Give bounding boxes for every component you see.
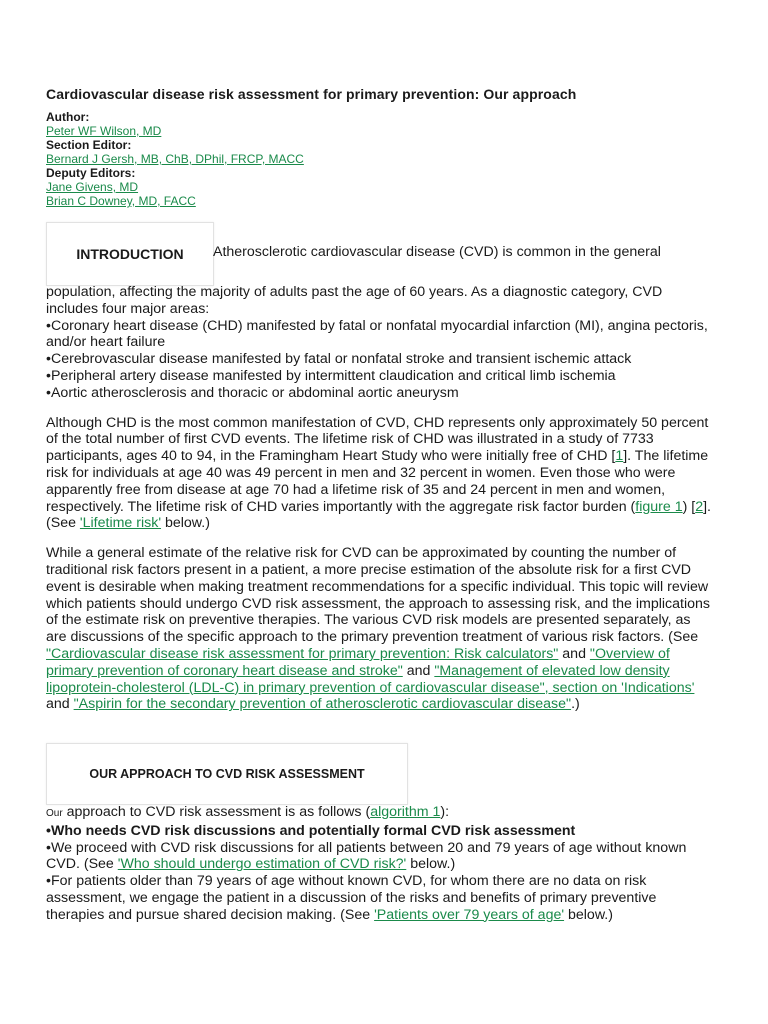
risk-calculators-link[interactable]: "Cardiovascular disease risk assessment for primary prevention: Risk calculators" — [46, 645, 559, 662]
approach-heading: OUR APPROACH TO CVD RISK ASSESSMENT — [46, 743, 408, 805]
primary-prevention-link[interactable]: "Overview of primary prevention of coronary heart disease and stroke" — [46, 645, 670, 679]
author-link[interactable]: Peter WF Wilson, MD — [46, 124, 162, 138]
list-item: •Cerebrovascular disease manifested by fatal or nonfatal stroke and transient ischemic attack — [46, 351, 632, 368]
list-item: •Aortic atherosclerosis and thoracic or abdominal aortic aneurysm — [46, 384, 459, 401]
bold-bullet: •Who needs CVD risk discussions and potentially formal CVD risk assessment — [46, 822, 576, 839]
list-item: •Coronary heart disease (CHD) manifested by fatal or nonfatal myocardial infarction (MI), angina pectoris, and/or heart failure — [46, 317, 708, 351]
who-should-undergo-link[interactable]: 'Who should undergo estimation of CVD risk?' — [117, 856, 407, 873]
text: and — [46, 696, 74, 713]
list-item: •Peripheral artery disease manifested by intermittent claudication and critical limb ischemia — [46, 367, 616, 384]
section-editor-link[interactable]: Bernard J Gersh, MB, ChB, DPhil, FRCP, MACC — [46, 152, 304, 166]
lifetime-risk-link[interactable]: 'Lifetime risk' — [79, 515, 162, 532]
text: approach to CVD risk assessment is as follows ( — [62, 804, 371, 820]
approach-section — [46, 804, 714, 924]
intro-paragraph: population, affecting the majority of adults past the age of 60 years. As a diagnostic category, CVD includes four major areas: — [46, 284, 663, 317]
text: •We proceed with CVD risk discussions for all patients between 20 and 79 years of age without known CVD. (See — [46, 839, 687, 873]
introduction-heading: INTRODUCTION — [46, 222, 214, 286]
lifetime-risk-paragraph — [46, 415, 714, 533]
intro-first-line: Atherosclerotic cardiovascular disease (CVD) is common in the general — [213, 244, 661, 260]
text: ) [ — [682, 498, 696, 515]
aspirin-link[interactable]: "Aspirin for the secondary prevention of atherosclerotic cardiovascular disease" — [73, 696, 572, 713]
intro-section — [46, 284, 714, 713]
text: Our — [46, 808, 63, 819]
page-title: Cardiovascular disease risk assessment for primary prevention: Our approach — [46, 86, 577, 102]
deputy-editor-link[interactable]: Brian C Downey, MD, FACC — [46, 194, 196, 208]
ldl-management-link[interactable]: "Management of elevated low density lipoprotein-cholesterol (LDL-C) in primary prevention of cardiovascular disease", section on 'Indications' — [46, 662, 695, 696]
text: below.) — [406, 856, 456, 873]
text: and — [558, 645, 590, 662]
patients-over-79-link[interactable]: 'Patients over 79 years of age' — [374, 906, 565, 923]
author-block — [46, 110, 546, 208]
list-item — [46, 873, 714, 923]
text: ): — [440, 804, 450, 820]
algorithm-link[interactable]: algorithm 1 — [370, 804, 441, 820]
text: below.) — [564, 906, 613, 923]
reference-link[interactable]: 1 — [615, 448, 624, 465]
list-item — [46, 840, 714, 874]
text: below.) — [161, 515, 210, 532]
text: •For patients older than 79 years of age without known CVD, for whom there are no data on risk assessment, we engage the patient in a discussion of the risks and benefits of primary preventive therapies and pursue shared decision making. (See — [46, 873, 657, 923]
text: ]. (See — [46, 498, 711, 532]
deputy-editors-label: Deputy Editors: — [46, 166, 136, 180]
text: While a general estimate of the relative risk for CVD can be approximated by counting the number of traditional risk factors present in a patient, a more precise estimation of the absolute risk for a first CVD event is desirable when making treatment recommendations for a specific individual. This topic will review which patients should undergo CVD risk assessment, the approach to assessing risk, and the implications of the estimate risk on preventive therapies. The various CVD risk models are presented separately, as are discussions of the specific approach to the primary prevention treatment of various risk factors. (See — [46, 545, 710, 646]
approach-intro — [46, 804, 714, 823]
text: and — [402, 662, 435, 679]
author-label: Author: — [46, 110, 90, 124]
text: .) — [571, 696, 580, 713]
figure-link[interactable]: figure 1 — [635, 498, 683, 515]
reference-link[interactable]: 2 — [695, 498, 704, 515]
text: Although CHD is the most common manifestation of CVD, CHD represents only approximately 50 percent of the total number of first CVD events. The lifetime risk of CHD was illustrated in a study of 7733 participants, ages 40 to 94, in the Framingham Heart Study who were initially free of CHD [ — [46, 414, 709, 465]
relative-risk-paragraph — [46, 545, 714, 713]
deputy-editor-link[interactable]: Jane Givens, MD — [46, 180, 139, 194]
section-editor-label: Section Editor: — [46, 138, 132, 152]
text: ]. The lifetime risk for individuals at age 40 was 49 percent in men and 32 percent in women. Even those who were apparently free from disease at age 70 had a lifetime risk of 35 and 24 percent in men and women, respectively. The lifetime risk of CHD varies importantly with the aggregate risk factor burden ( — [46, 448, 709, 515]
